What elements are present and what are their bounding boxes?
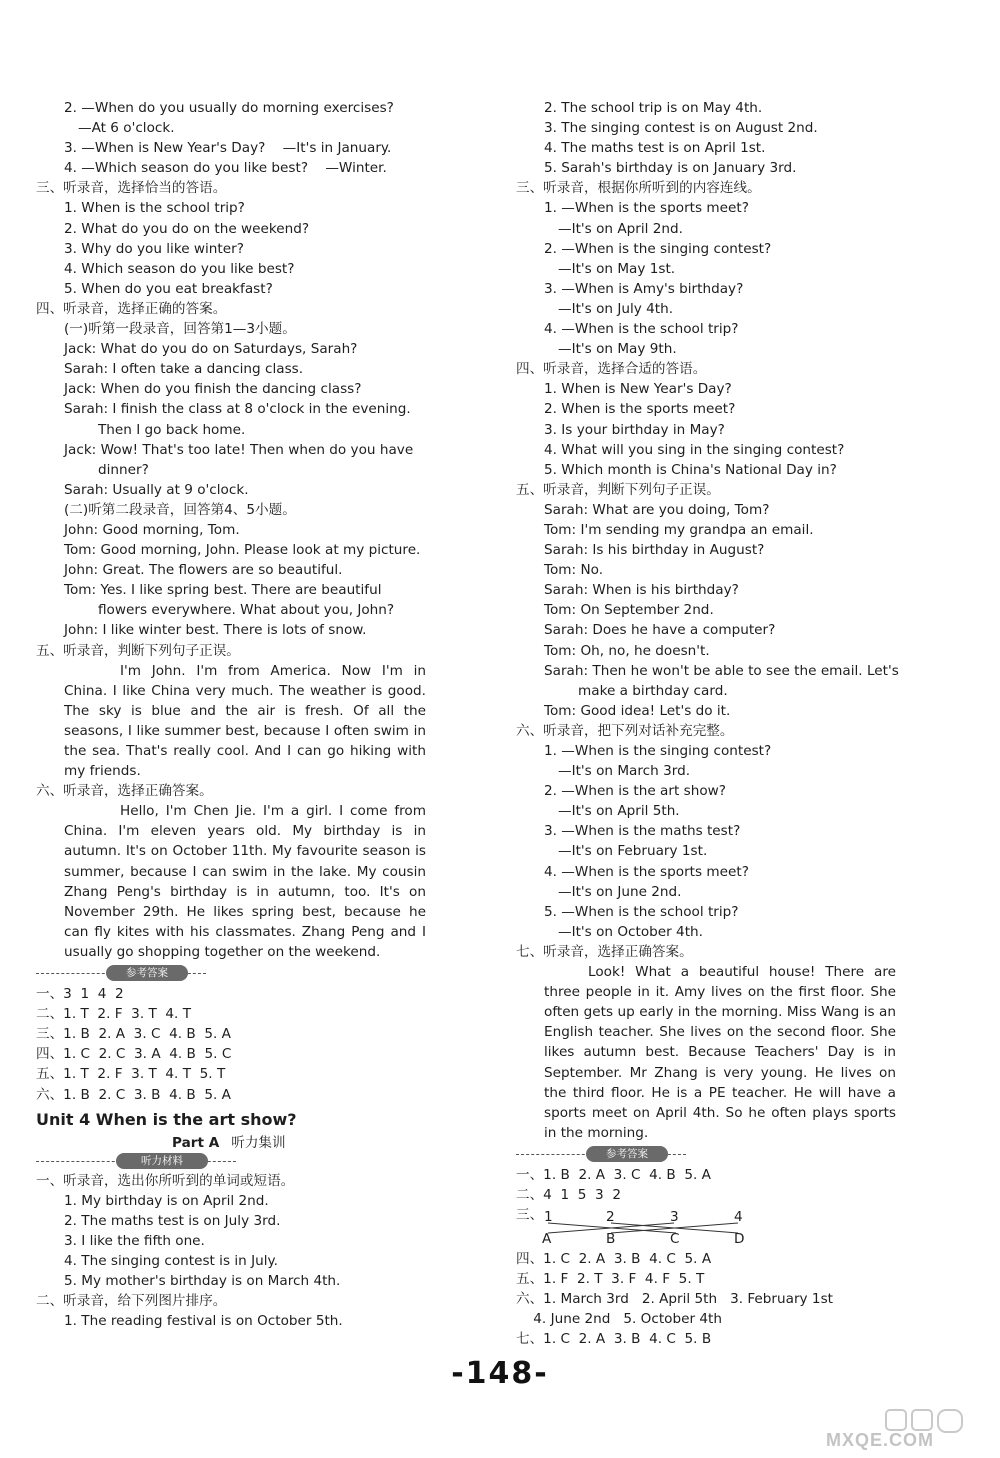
text-line: 五、1. F 2. T 3. F 4. F 5. T (516, 1271, 705, 1288)
text-line: 2. When is the sports meet? (544, 401, 736, 418)
text-line: Sarah: Usually at 9 o'clock. (64, 481, 249, 498)
text-line: John: Great. The flowers are so beautiful. (64, 562, 343, 579)
text-line: (二)听第二段录音，回答第4、5小题。 (64, 501, 296, 518)
answer-key-divider (516, 1145, 896, 1165)
match-number-3: 3 (670, 1209, 679, 1226)
right-text-block-1 (516, 98, 899, 962)
section-heading: 一、听录音，选出你所听到的单词或短语。 (36, 1172, 295, 1189)
text-line: 1. When is the school trip? (64, 200, 245, 217)
text-line: 3. I like the fifth one. (64, 1232, 205, 1249)
match-number-4: 4 (734, 1209, 743, 1226)
text-line: —It's on April 5th. (558, 803, 680, 820)
text-line: Jack: What do you do on Saturdays, Sarah? (64, 341, 358, 358)
text-line: Tom: Oh, no, he doesn't. (544, 642, 710, 659)
section-heading: 四、听录音，选择合适的答语。 (516, 361, 707, 378)
text-line: 4. —When is the school trip? (544, 321, 739, 338)
watermark-text: MXQE.COM (826, 1430, 935, 1450)
passage-chen-jie: Hello, I'm Chen Jie. I'm a girl. I come from China. I'm eleven years old. My birthday is in autumn. It's on October 11th. My favourite season is summer, because I can swim in the lake. My cousin Zhang Peng's birthday is in autumn, too. It's on November 29th. He likes spring best, because he can fly kites with his classmates. Zhang Peng and I usually go shopping together on the weekend. (64, 803, 426, 960)
text-line: 5. Which month is China's National Day in? (544, 461, 837, 478)
listening-material-divider (36, 1153, 426, 1171)
text-line: Tom: Good idea! Let's do it. (544, 702, 731, 719)
text-line: 二、1. T 2. F 3. T 4. T (36, 1006, 192, 1023)
answer-key-left (36, 984, 426, 1105)
text-line: Jack: When do you finish the dancing class? (64, 381, 362, 398)
text-line: 5. When do you eat breakfast? (64, 280, 273, 297)
section-heading: 四、听录音，选择正确的答案。 (36, 300, 227, 317)
text-line: 3. —When is Amy's birthday? (544, 280, 744, 297)
text-line: —At 6 o'clock. (78, 120, 175, 137)
text-line: Sarah: Then he won't be able to see the email. Let's (544, 662, 899, 679)
text-line: —It's on February 1st. (558, 843, 708, 860)
text-line: 二、4 1 5 3 2 (516, 1186, 621, 1203)
matching-answer (516, 1205, 896, 1249)
text-line: Sarah: Does he have a computer? (544, 622, 776, 639)
text-line: 3. —When is New Year's Day? —It's in January. (64, 140, 392, 157)
text-line: 2. —When do you usually do morning exercises? (64, 100, 394, 116)
text-line: 四、1. C 2. A 3. B 4. C 5. A (516, 1251, 712, 1268)
match-letter-a: A (542, 1231, 552, 1248)
match-letter-d: D (734, 1231, 745, 1248)
section-six-heading: 六、听录音，选择正确答案。 (36, 783, 213, 800)
left-text-block-1 (36, 98, 426, 661)
text-line: Tom: On September 2nd. (544, 602, 714, 619)
text-line: Tom: Yes. I like spring best. There are beautiful (64, 582, 382, 599)
text-line: make a birthday card. (578, 682, 728, 699)
text-line: 4. —Which season do you like best? —Winter. (64, 160, 387, 177)
text-line: Tom: I'm sending my grandpa an email. (544, 521, 814, 538)
text-line: 2. The maths test is on July 3rd. (64, 1212, 281, 1229)
part-label: Part A (172, 1134, 220, 1151)
text-line: flowers everywhere. What about you, John? (98, 602, 395, 619)
text-line: Then I go back home. (98, 421, 246, 438)
section-heading: 五、听录音，判断下列句子正误。 (516, 481, 720, 498)
match-number-1: 1 (544, 1209, 553, 1226)
section-heading: 五、听录音，判断下列句子正误。 (36, 642, 240, 659)
text-line: (一)听第一段录音，回答第1—3小题。 (64, 321, 296, 338)
text-line: 3. The singing contest is on August 2nd. (544, 120, 818, 137)
answer-key-right-a (516, 1165, 896, 1205)
matching-lines (516, 1205, 756, 1249)
text-line: 3. Why do you like winter? (64, 240, 244, 257)
text-line: 5. Sarah's birthday is on January 3rd. (544, 160, 797, 177)
part-heading (36, 1133, 426, 1153)
text-line: 2. —When is the art show? (544, 783, 726, 800)
text-line: 4. June 2nd 5. October 4th (516, 1311, 722, 1328)
text-line: Sarah: I finish the class at 8 o'clock in the evening. (64, 401, 411, 418)
text-line: 3. —When is the maths test? (544, 823, 741, 840)
text-line: 六、1. B 2. C 3. B 4. B 5. A (36, 1086, 231, 1103)
text-line: 四、1. C 2. C 3. A 4. B 5. C (36, 1046, 232, 1063)
unit-title: Unit 4 When is the art show? (36, 1109, 297, 1129)
text-line: 5. My mother's birthday is on March 4th. (64, 1273, 341, 1290)
left-column (36, 98, 426, 1331)
text-line: 三、1. B 2. A 3. C 4. B 5. A (36, 1026, 231, 1043)
section-heading: 七、听录音，选择正确答案。 (516, 943, 693, 960)
text-line: 2. What do you do on the weekend? (64, 220, 310, 237)
passage-john: I'm John. I'm from America. Now I'm in China. I like China very much. The weather is good. The sky is blue and the air is fresh. Of all the seasons, I like summer best, because I often swim in the sea. That's really cool. And I can go hiking with my friends. (64, 662, 426, 780)
text-line: dinner? (98, 461, 149, 478)
text-line: Sarah: I often take a dancing class. (64, 361, 304, 378)
text-line: 4. What will you sing in the singing contest? (544, 441, 845, 458)
text-line: 一、3 1 4 2 (36, 986, 124, 1003)
answer-key-badge: 参考答案 (586, 1146, 668, 1162)
watermark-logo (826, 1408, 994, 1454)
text-line: John: Good morning, Tom. (64, 521, 240, 538)
text-line: —It's on October 4th. (558, 923, 703, 940)
listening-material-badge: 听力材料 (116, 1153, 208, 1169)
text-line: —It's on July 4th. (558, 300, 674, 317)
text-line: Tom: Good morning, John. Please look at my picture. (64, 542, 421, 559)
passage-house: Look! What a beautiful house! There are three people in it. Amy lives on the first floor. She often gets up early in the morning. Miss Wang is an English teacher. She lives on the second floor. She likes autumn best. Because Teachers' Day is in September. Mr Zhang is very young. He lives on the third floor. He is a PE teacher. He will have a sports meet on April 4th. So he often plays sports in the morning. (544, 964, 896, 1141)
answer-key-divider (36, 964, 426, 984)
text-line: Tom: No. (544, 562, 604, 579)
section-heading: 二、听录音，给下列图片排序。 (36, 1293, 227, 1310)
text-line: 1. —When is the sports meet? (544, 200, 749, 217)
text-line: —It's on May 1st. (558, 260, 676, 277)
text-line: 六、1. March 3rd 2. April 5th 3. February 1st (516, 1291, 833, 1308)
text-line: Sarah: When is his birthday? (544, 582, 739, 599)
text-line: 2. —When is the singing contest? (544, 240, 772, 257)
section-heading: 六、听录音，把下列对话补充完整。 (516, 722, 734, 739)
text-line: 1. My birthday is on April 2nd. (64, 1192, 269, 1209)
match-letter-b: B (606, 1231, 616, 1248)
text-line: 一、1. B 2. A 3. C 4. B 5. A (516, 1166, 711, 1183)
text-line: 七、1. C 2. A 3. B 4. C 5. B (516, 1331, 712, 1348)
text-line: 4. —When is the sports meet? (544, 863, 749, 880)
match-letter-c: C (670, 1231, 680, 1248)
section-heading: 三、听录音，选择恰当的答语。 (36, 180, 227, 197)
text-line: Sarah: What are you doing, Tom? (544, 501, 770, 518)
match-number-2: 2 (606, 1209, 615, 1226)
answer-key-right-b (516, 1249, 896, 1349)
section-heading: 三、听录音，根据你所听到的内容连线。 (516, 180, 761, 197)
text-line: 3. Is your birthday in May? (544, 421, 725, 438)
text-line: 1. When is New Year's Day? (544, 381, 732, 398)
text-line: Jack: Wow! That's too late! Then when do you have (64, 441, 414, 458)
matching-label: 三、 (516, 1207, 544, 1224)
text-line: 4. The maths test is on April 1st. (544, 140, 766, 157)
text-line: 4. Which season do you like best? (64, 260, 295, 277)
text-line: 5. —When is the school trip? (544, 903, 739, 920)
right-column (516, 98, 899, 1350)
text-line: —It's on June 2nd. (558, 883, 682, 900)
part-subtitle: 听力集训 (231, 1134, 286, 1151)
text-line: —It's on March 3rd. (558, 763, 691, 780)
text-line: —It's on April 2nd. (558, 220, 683, 237)
left-text-block-2 (36, 1171, 426, 1332)
text-line: John: I like winter best. There is lots of snow. (64, 622, 367, 639)
text-line: 1. The reading festival is on October 5th. (64, 1313, 343, 1330)
answer-key-badge: 参考答案 (106, 965, 188, 981)
text-line: Sarah: Is his birthday in August? (544, 542, 765, 559)
text-line: 2. The school trip is on May 4th. (544, 100, 763, 116)
text-line: 五、1. T 2. F 3. T 4. T 5. T (36, 1066, 226, 1083)
text-line: 1. —When is the singing contest? (544, 743, 772, 759)
page-number: -148- (451, 1356, 549, 1391)
text-line: —It's on May 9th. (558, 341, 677, 358)
text-line: 4. The singing contest is in July. (64, 1252, 278, 1269)
